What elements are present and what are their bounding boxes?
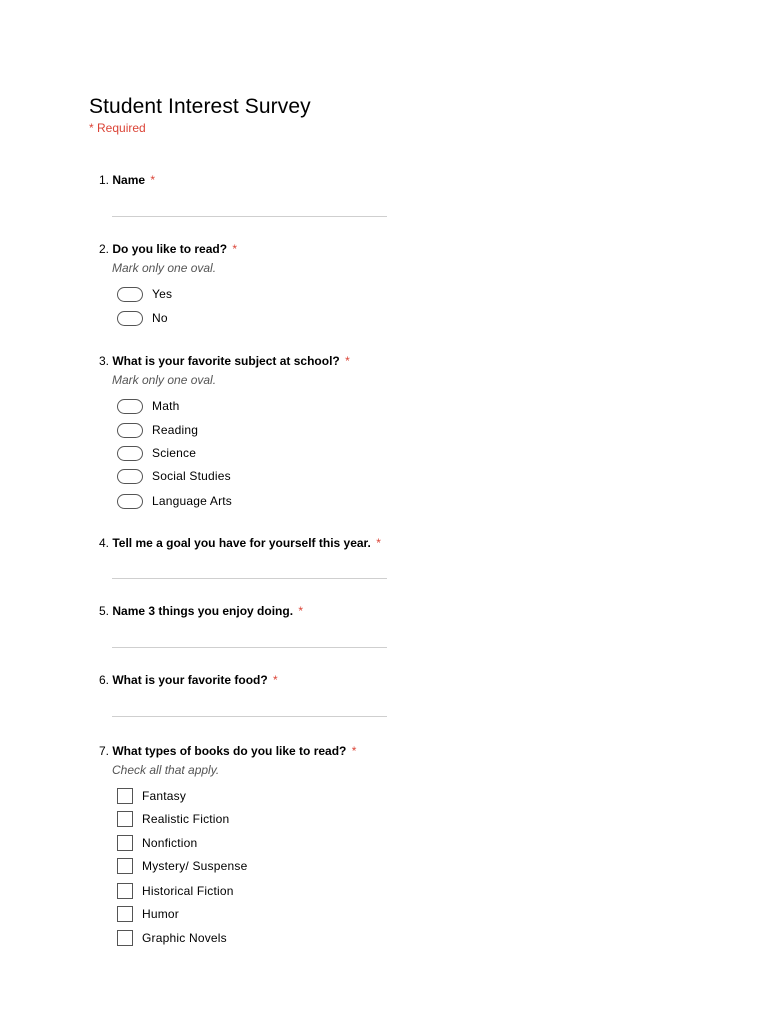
option-science[interactable] — [117, 443, 196, 463]
option-fantasy[interactable] — [117, 786, 186, 806]
food-answer-field[interactable] — [112, 716, 387, 717]
question-favorite-subject — [99, 354, 519, 508]
option-label: Humor — [142, 907, 180, 921]
required-star: * — [298, 604, 304, 618]
question-goal — [99, 536, 519, 550]
enjoy-answer-field[interactable] — [112, 647, 387, 648]
option-label: Historical Fiction — [142, 884, 234, 898]
question-like-to-read — [99, 242, 519, 325]
option-label: Reading — [152, 423, 199, 437]
question-title: 3. What is your favorite subject at school? * — [99, 354, 350, 368]
option-label: Science — [152, 446, 197, 460]
question-name — [99, 173, 519, 187]
option-no[interactable] — [117, 308, 168, 328]
required-star: * — [345, 354, 350, 368]
question-help: Mark only one oval. — [112, 373, 217, 387]
option-realistic-fiction[interactable] — [117, 809, 229, 829]
checkbox[interactable] — [117, 883, 133, 899]
radio-oval[interactable] — [117, 446, 143, 461]
checkbox[interactable] — [117, 858, 133, 874]
checkbox[interactable] — [117, 835, 133, 851]
option-label: Fantasy — [142, 789, 187, 803]
question-title: 2. Do you like to read? * — [99, 242, 238, 256]
option-label: Graphic Novels — [142, 931, 227, 945]
option-label: Language Arts — [152, 494, 232, 508]
goal-answer-field[interactable] — [112, 578, 387, 579]
radio-oval[interactable] — [117, 494, 143, 509]
question-text: Name — [112, 173, 146, 187]
option-label: Yes — [152, 287, 173, 301]
question-text: What types of books do you like to read? — [112, 744, 347, 758]
radio-oval[interactable] — [117, 399, 143, 414]
option-social-studies[interactable] — [117, 466, 231, 486]
required-note: * Required — [89, 121, 146, 135]
option-graphic-novels[interactable] — [117, 928, 227, 948]
option-label: No — [152, 311, 168, 325]
option-label: Social Studies — [152, 469, 231, 483]
option-label: Realistic Fiction — [142, 812, 230, 826]
question-text: Do you like to read? — [112, 242, 228, 256]
option-nonfiction[interactable] — [117, 833, 197, 853]
required-star: * — [150, 173, 156, 187]
option-label: Math — [152, 399, 180, 413]
option-label: Nonfiction — [142, 836, 198, 850]
question-help: Mark only one oval. — [112, 261, 217, 275]
question-text: Name 3 things you enjoy doing. — [112, 604, 294, 618]
question-help: Check all that apply. — [112, 763, 220, 777]
option-language-arts[interactable] — [117, 491, 232, 511]
option-humor[interactable] — [117, 904, 179, 924]
option-historical-fiction[interactable] — [117, 881, 234, 901]
required-star: * — [232, 242, 238, 256]
option-label: Mystery/ Suspense — [142, 859, 248, 873]
checkbox[interactable] — [117, 906, 133, 922]
radio-oval[interactable] — [117, 423, 143, 438]
option-mystery-suspense[interactable] — [117, 856, 247, 876]
question-title: 1. Name * — [99, 173, 156, 187]
required-star: * — [351, 744, 357, 758]
question-text: Tell me a goal you have for yourself this year. — [112, 536, 371, 550]
question-favorite-food — [99, 673, 519, 687]
option-yes[interactable] — [117, 284, 172, 304]
checkbox[interactable] — [117, 788, 133, 804]
question-title: 7. What types of books do you like to read? * — [99, 744, 357, 758]
checkbox[interactable] — [117, 930, 133, 946]
radio-oval[interactable] — [117, 311, 143, 326]
question-enjoy-doing — [99, 604, 519, 618]
radio-oval[interactable] — [117, 287, 143, 302]
question-text: What is your favorite food? — [112, 673, 268, 687]
option-reading[interactable] — [117, 420, 198, 440]
question-title: 5. Name 3 things you enjoy doing. * — [99, 604, 304, 618]
form-title: Student Interest Survey — [89, 95, 311, 118]
required-star: * — [376, 536, 381, 550]
option-math[interactable] — [117, 396, 179, 416]
required-star: * — [273, 673, 278, 687]
question-title: 4. Tell me a goal you have for yourself this year. * — [99, 536, 381, 550]
checkbox[interactable] — [117, 811, 133, 827]
question-book-types — [99, 744, 519, 945]
name-answer-field[interactable] — [112, 216, 387, 217]
question-title: 6. What is your favorite food? * — [99, 673, 278, 687]
radio-oval[interactable] — [117, 469, 143, 484]
question-text: What is your favorite subject at school? — [112, 354, 340, 368]
